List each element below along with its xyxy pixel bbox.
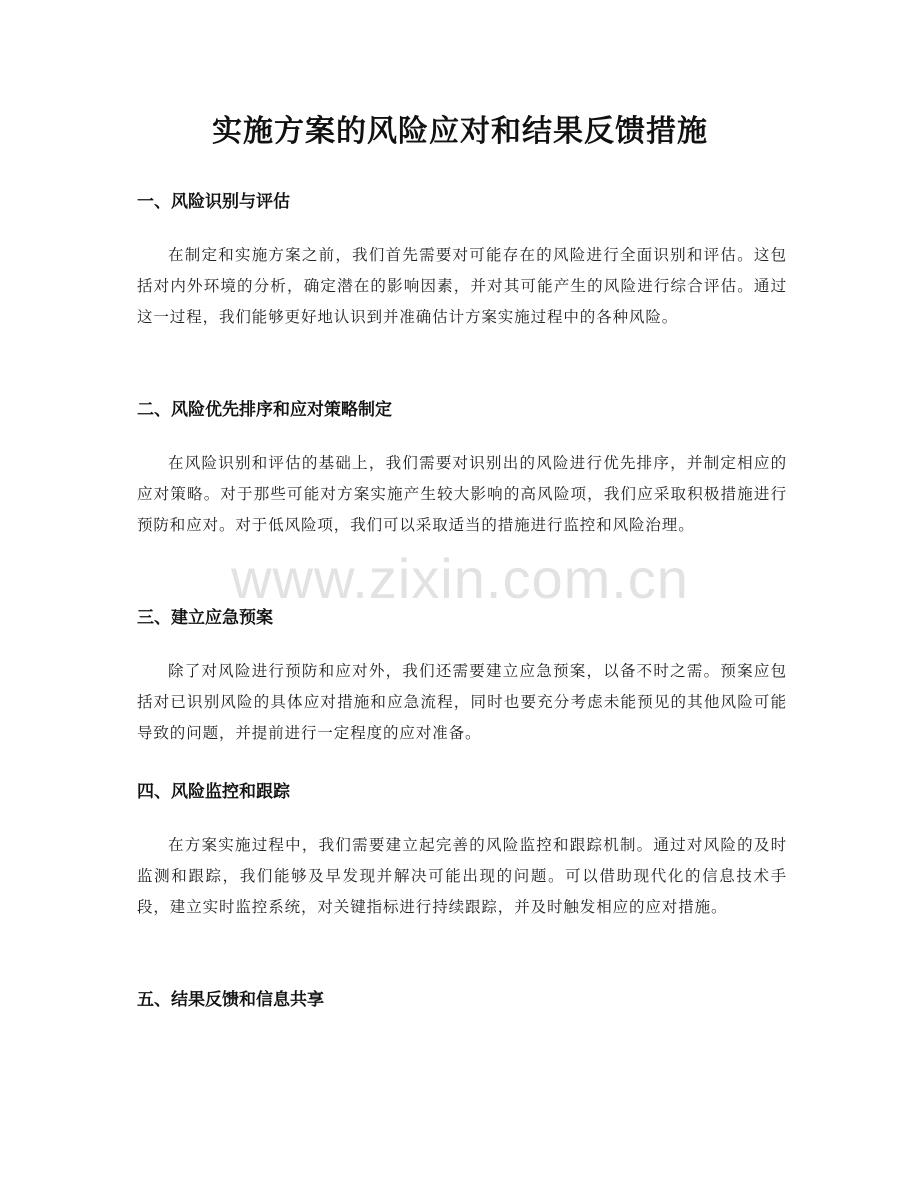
section-paragraph: 在风险识别和评估的基础上，我们需要对识别出的风险进行优先排序，并制定相应的应对策略。对于那些可能对方案实施产生较大影响的高风险项，我们应采取积极措施进行预防和应对。对于低风险项，我们可以采取适当的措施进行监控和风险治理。 — [137, 454, 787, 534]
section-heading: 五、结果反馈和信息共享 — [137, 990, 324, 1010]
watermark: www.zixin.com.cn — [231, 547, 689, 610]
section-4 — [137, 780, 787, 923]
section-heading: 一、风险识别与评估 — [137, 192, 290, 212]
section-paragraph: 在方案实施过程中，我们需要建立起完善的风险监控和跟踪机制。通过对风险的及时监测和跟踪，我们能够及早发现并解决可能出现的问题。可以借助现代化的信息技术手段，建立实时监控系统，对关键指标进行持续跟踪，并及时触发相应的应对措施。 — [137, 836, 787, 916]
section-1 — [137, 190, 787, 333]
section-paragraph: 除了对风险进行预防和应对外，我们还需要建立应急预案，以备不时之需。预案应包括对已识别风险的具体应对措施和应急流程，同时也要充分考虑未能预见的其他风险可能导致的问题，并提前进行一定程度的应对准备。 — [137, 662, 787, 742]
section-heading: 三、建立应急预案 — [137, 608, 273, 628]
section-2 — [137, 398, 787, 541]
section-heading: 四、风险监控和跟踪 — [137, 782, 290, 802]
document-title: 实施方案的风险应对和结果反馈措施 — [212, 114, 708, 149]
section-paragraph: 在制定和实施方案之前，我们首先需要对可能存在的风险进行全面识别和评估。这包括对内外环境的分析，确定潜在的影响因素，并对其可能产生的风险进行综合评估。通过这一过程，我们能够更好地认识到并准确估计方案实施过程中的各种风险。 — [137, 246, 787, 326]
section-heading: 二、风险优先排序和应对策略制定 — [137, 400, 392, 420]
section-3 — [137, 606, 787, 749]
section-5 — [137, 988, 787, 1012]
